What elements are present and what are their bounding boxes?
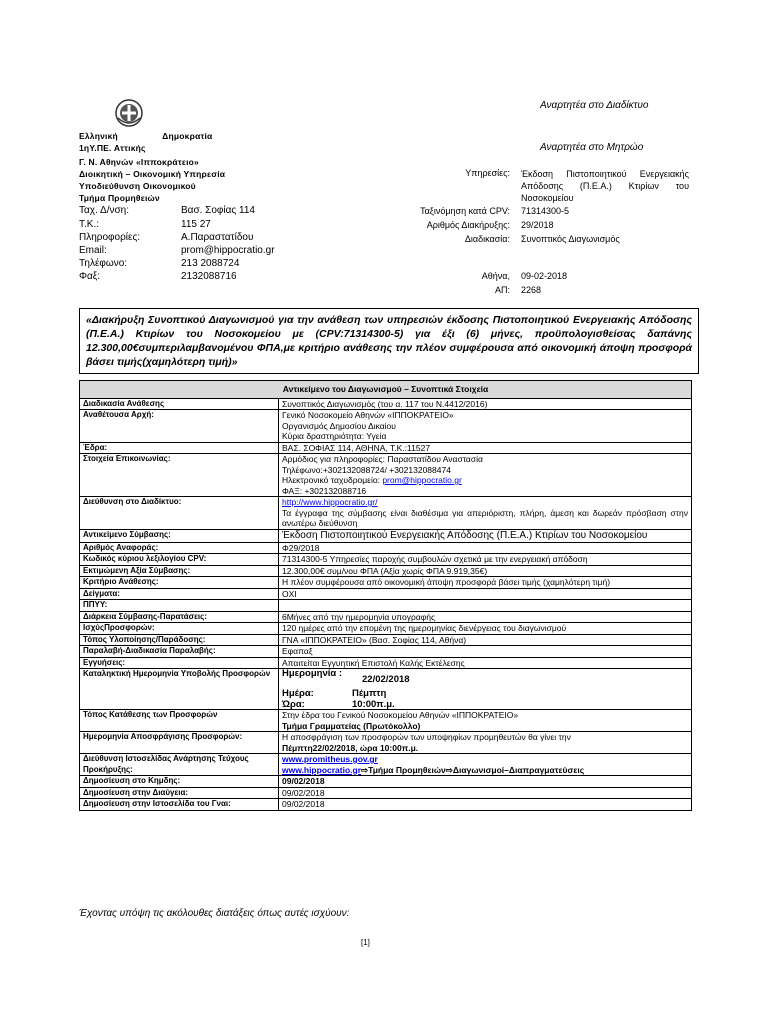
- table-row: [80, 732, 692, 754]
- table-row: [80, 398, 692, 410]
- deadline-day-value: Πέμπτη: [352, 688, 387, 699]
- table-row: [80, 669, 692, 710]
- row-value: 12.300,00€ συμ/νου ΦΠΑ (Αξία χωρίς ΦΠΑ 9.919,35€): [279, 565, 692, 577]
- row-key: Έδρα:: [80, 442, 279, 454]
- contact-phone: Τηλέφωνο:+302132088724/ +302132088474: [282, 464, 451, 475]
- contact-person: Αρμόδιος για πληροφορίες: Παραστατίδου Αναστασία: [282, 454, 483, 464]
- contact-value-info: Α.Παραστατίδου: [181, 232, 254, 243]
- row-value: ΟΧΙ: [279, 588, 692, 600]
- table-row: [80, 565, 692, 577]
- contact-value-phone: 213 2088724: [181, 258, 240, 269]
- table-row: [80, 634, 692, 646]
- posted-registry-note: Αναρτητέα στο Μητρώο: [540, 142, 644, 153]
- page-number: [1]: [361, 938, 370, 947]
- contact-value-address: Βασ. Σοφίας 114: [181, 205, 255, 216]
- table-row: [80, 529, 692, 542]
- table-row: [80, 497, 692, 530]
- table-row: [80, 410, 692, 443]
- table-row: [80, 799, 692, 811]
- declaration-value: 29/2018: [521, 220, 554, 230]
- ap-label: ΑΠ:: [494, 285, 510, 295]
- table-row: [80, 454, 692, 497]
- row-key: Εγγυήσεις:: [80, 657, 279, 669]
- footer-text: Έχοντας υπόψη τις ακόλουθες διατάξεις όπως αυτές ισχύουν:: [79, 908, 350, 919]
- row-key: ΙσχύςΠροσφορών:: [80, 623, 279, 635]
- contact-email: [282, 475, 688, 486]
- row-value: [279, 732, 692, 754]
- row-key: Διαδικασία Ανάθεσης: [80, 398, 279, 410]
- table-row: [80, 600, 692, 612]
- row-key: Αναθέτουσα Αρχή:: [80, 410, 279, 443]
- contact-value-email: prom@hippocratio.gr: [181, 245, 275, 256]
- contact-label-email: Email:: [79, 245, 107, 256]
- table-row: [80, 646, 692, 658]
- table-row: [80, 577, 692, 589]
- hippocratio-link[interactable]: www.hippocratio.gr: [282, 764, 362, 775]
- row-value: Απαιτείται Εγγυητική Επιστολή Καλής Εκτέλεσης: [279, 657, 692, 669]
- row-key: Καταληκτική Ημερομηνία Υποβολής Προσφορών: [80, 669, 279, 710]
- row-key: Τόπος Κατάθεσης των Προσφορών: [80, 710, 279, 732]
- row-key: Διεύθυνση Ιστοσελίδας Ανάρτησης Τεύχους Προκήρυξης:: [80, 754, 279, 776]
- deadline-date-label: Ημερομηνία :: [282, 668, 343, 679]
- contact-fax: ΦΑΞ: +302132088716: [282, 485, 367, 496]
- org-line-2: 1ηΥ.ΠΕ. Αττικής: [79, 143, 146, 153]
- row-key: Αριθμός Αναφοράς:: [80, 542, 279, 554]
- email-label: Ηλεκτρονικό ταχυδρομείο:: [282, 475, 383, 485]
- website-path: ⇨Τμήμα Προμηθειών⇨Διαγωνισμοί–Διαπραγματεύσεις: [361, 764, 585, 775]
- contact-label-postcode: Τ.Κ.:: [79, 219, 100, 230]
- row-value: 71314300-5 Υπηρεσίες παροχής συμβουλών σχετικά με την ενεργειακή απόδοση: [279, 554, 692, 566]
- table-row: [80, 554, 692, 566]
- declaration-label: Αριθμός Διακήρυξης:: [426, 220, 510, 230]
- row-value: Η πλέον συμφέρουσα από οικονομική άποψη προσφορά βάσει τιμής (χαμηλότερη τιμή): [279, 577, 692, 589]
- row-value: 120 ημέρες από την επομένη της ημερομηνίας διενέργειας του διαγωνισμού: [279, 623, 692, 635]
- procedure-value: Συνοπτικός Διαγωνισμός: [521, 234, 620, 244]
- authority-type: Οργανισμός Δημοσίου Δικαίου: [282, 420, 396, 431]
- row-key: Κωδικός κύριου λεξιλογίου CPV:: [80, 554, 279, 566]
- deadline-day-label: Ημέρα:: [282, 688, 314, 699]
- row-value: 6Μήνες από την ημερομηνία υπογραφής: [279, 611, 692, 623]
- greek-emblem-icon: [114, 98, 144, 128]
- email-link[interactable]: prom@hippocratio.gr: [382, 475, 462, 485]
- contact-label-fax: Φαξ:: [79, 271, 101, 282]
- table-row: [80, 611, 692, 623]
- row-key: Διάρκεια Σύμβασης-Παρατάσεις:: [80, 611, 279, 623]
- authority-activity: Κύρια δραστηριότητα: Υγεία: [282, 431, 387, 441]
- table-row: [80, 776, 692, 788]
- table-row: [80, 710, 692, 732]
- row-value: 09/02/2018: [279, 787, 692, 799]
- row-key: Δημοσίευση στην Διαύγεια:: [80, 787, 279, 799]
- row-key: ΠΠΥΥ:: [80, 600, 279, 612]
- table-row: [80, 542, 692, 554]
- row-value: Φ29/2018: [279, 542, 692, 554]
- row-key: Εκτιμώμενη Αξία Σύμβασης:: [80, 565, 279, 577]
- row-value: Έκδοση Πιστοποιητικού Ενεργειακής Απόδοσης (Π.Ε.Α.) Κτιρίων του Νοσοκομείου: [279, 529, 692, 542]
- authority-name: Γενικό Νοσοκομείο Αθηνών «ΙΠΠΟΚΡΑΤΕΙΟ»: [282, 410, 454, 420]
- org-line-5: Υποδιεύθυνση Οικονομικού: [79, 181, 196, 191]
- row-value: ΒΑΣ. ΣΟΦΙΑΣ 114, ΑΘΗΝΑ, Τ.Κ.:11527: [279, 442, 692, 454]
- services-value: Έκδοση Πιστοποιητικού Ενεργειακής Απόδοσης (Π.Ε.Α.) Κτιρίων του Νοσοκομείου: [521, 169, 689, 203]
- row-key: Δείγματα:: [80, 588, 279, 600]
- date-value: 09-02-2018: [521, 271, 568, 281]
- table-row: [80, 442, 692, 454]
- contact-label-phone: Τηλέφωνο:: [79, 258, 128, 269]
- row-value: [279, 754, 692, 776]
- org-line-6: Τμήμα Προμηθειών: [79, 193, 160, 203]
- row-value: Εφαπαξ: [279, 646, 692, 658]
- org-line-4: Διοικητική – Οικονομική Υπηρεσία: [79, 169, 226, 179]
- row-value: ΓΝΑ «ΙΠΠΟΚΡΑΤΕΙΟ» (Βασ. Σοφίας 114, Αθήνα): [279, 634, 692, 646]
- row-key: Ημερομηνία Αποσφράγισης Προσφορών:: [80, 732, 279, 754]
- opening-datetime: Πέμπτη22/02/2018, ώρα 10:00π.μ.: [282, 742, 419, 753]
- row-value: 09/02/2018: [279, 776, 692, 788]
- row-value: [279, 710, 692, 732]
- row-value: [279, 454, 692, 497]
- row-key: Παραλαβή-Διαδικασία Παραλαβής:: [80, 646, 279, 658]
- table-row: [80, 787, 692, 799]
- website-note: Τα έγγραφα της σύμβασης είναι διαθέσιμα για απεριόριστη, πλήρη, άμεση και δωρεάν πρόσβαση στην ανωτέρω διεύθυνση: [282, 507, 688, 528]
- table-row: [80, 623, 692, 635]
- table-row: [80, 754, 692, 776]
- row-key: Κριτήριο Ανάθεσης:: [80, 577, 279, 589]
- contact-value-postcode: 115 27: [181, 219, 211, 230]
- deadline-time-value: 10:00π.μ.: [352, 699, 395, 710]
- deadline-date-value: 22/02/2018: [362, 674, 410, 685]
- row-value: [279, 410, 692, 443]
- contact-label-address: Ταχ. Δ/νση:: [79, 205, 130, 216]
- table-row: [80, 657, 692, 669]
- row-key: Αντικείμενο Σύμβασης:: [80, 529, 279, 542]
- org-line-1: Ελληνική Δημοκρατία: [79, 131, 213, 141]
- procedure-label: Διαδικασία:: [464, 234, 510, 244]
- services-label: Υπηρεσίες:: [465, 168, 510, 178]
- ap-value: 2268: [521, 285, 542, 295]
- row-value: Συνοπτικός Διαγωνισμός (του α. 117 του Ν.4412/2016): [279, 398, 692, 410]
- row-key: Διεύθυνση στο Διαδίκτυο:: [80, 497, 279, 530]
- posted-internet-note: Αναρτητέα στο Διαδίκτυο: [540, 100, 649, 111]
- deadline-time-label: Ώρα:: [282, 699, 305, 710]
- row-key: Δημοσίευση στο Κημδης:: [80, 776, 279, 788]
- opening-text: Η αποσφράγιση των προσφορών των υποψηφίων προμηθευτών θα γίνει την: [282, 732, 571, 742]
- contact-label-info: Πληροφορίες:: [79, 232, 141, 243]
- promitheus-link[interactable]: www.promitheus.gov.gr: [282, 754, 378, 764]
- submission-department: Τμήμα Γραμματείας (Πρωτόκολλο): [282, 720, 421, 731]
- summary-table: [79, 380, 692, 811]
- table-row: [80, 588, 692, 600]
- table-heading: Αντικείμενο του Διαγωνισμού – Συνοπτικά Στοιχεία: [80, 381, 692, 399]
- row-value: 09/02/2018: [279, 799, 692, 811]
- submission-place: Στην έδρα του Γενικού Νοσοκομείου Αθηνών «ΙΠΠΟΚΡΑΤΕΙΟ»: [282, 710, 519, 720]
- website-link[interactable]: http://www.hippocratio.gr/: [282, 497, 378, 507]
- org-line-3: Γ. Ν. Αθηνών «Ιπποκράτειο»: [79, 157, 199, 167]
- contact-value-fax: 2132088716: [181, 271, 237, 282]
- row-key: Τόπος Υλοποίησης/Παράδοσης:: [80, 634, 279, 646]
- row-key: Δημοσίευση στην Ιστοσελίδα του Γναι:: [80, 799, 279, 811]
- announcement-title: «Διακήρυξη Συνοπτικού Διαγωνισμού για την ανάθεση των υπηρεσιών έκδοσης Πιστοποιητικού Ενεργειακής Απόδοσης (Π.Ε.Α.) Κτιρίων του Νοσοκομείου με (CPV:71314300-5) για έξι (6) μήνες, προϋπολογισθείσας δαπάνης 12.300,00€συμπεριλαμβανομένου ΦΠΑ,με κριτήριο ανάθεσης την πλέον συμφέρουσα από οικονομική άποψη προσφορά βάσει τιμής(χαμηλότερη τιμή)»: [79, 308, 699, 374]
- cpv-label: Ταξινόμηση κατά CPV:: [420, 206, 510, 216]
- row-value: [279, 600, 692, 612]
- row-value: [279, 669, 692, 710]
- row-key: Στοιχεία Επικοινωνίας:: [80, 454, 279, 497]
- cpv-value: 71314300-5: [521, 206, 570, 216]
- city-label: Αθήνα,: [481, 271, 510, 281]
- row-value: [279, 497, 692, 530]
